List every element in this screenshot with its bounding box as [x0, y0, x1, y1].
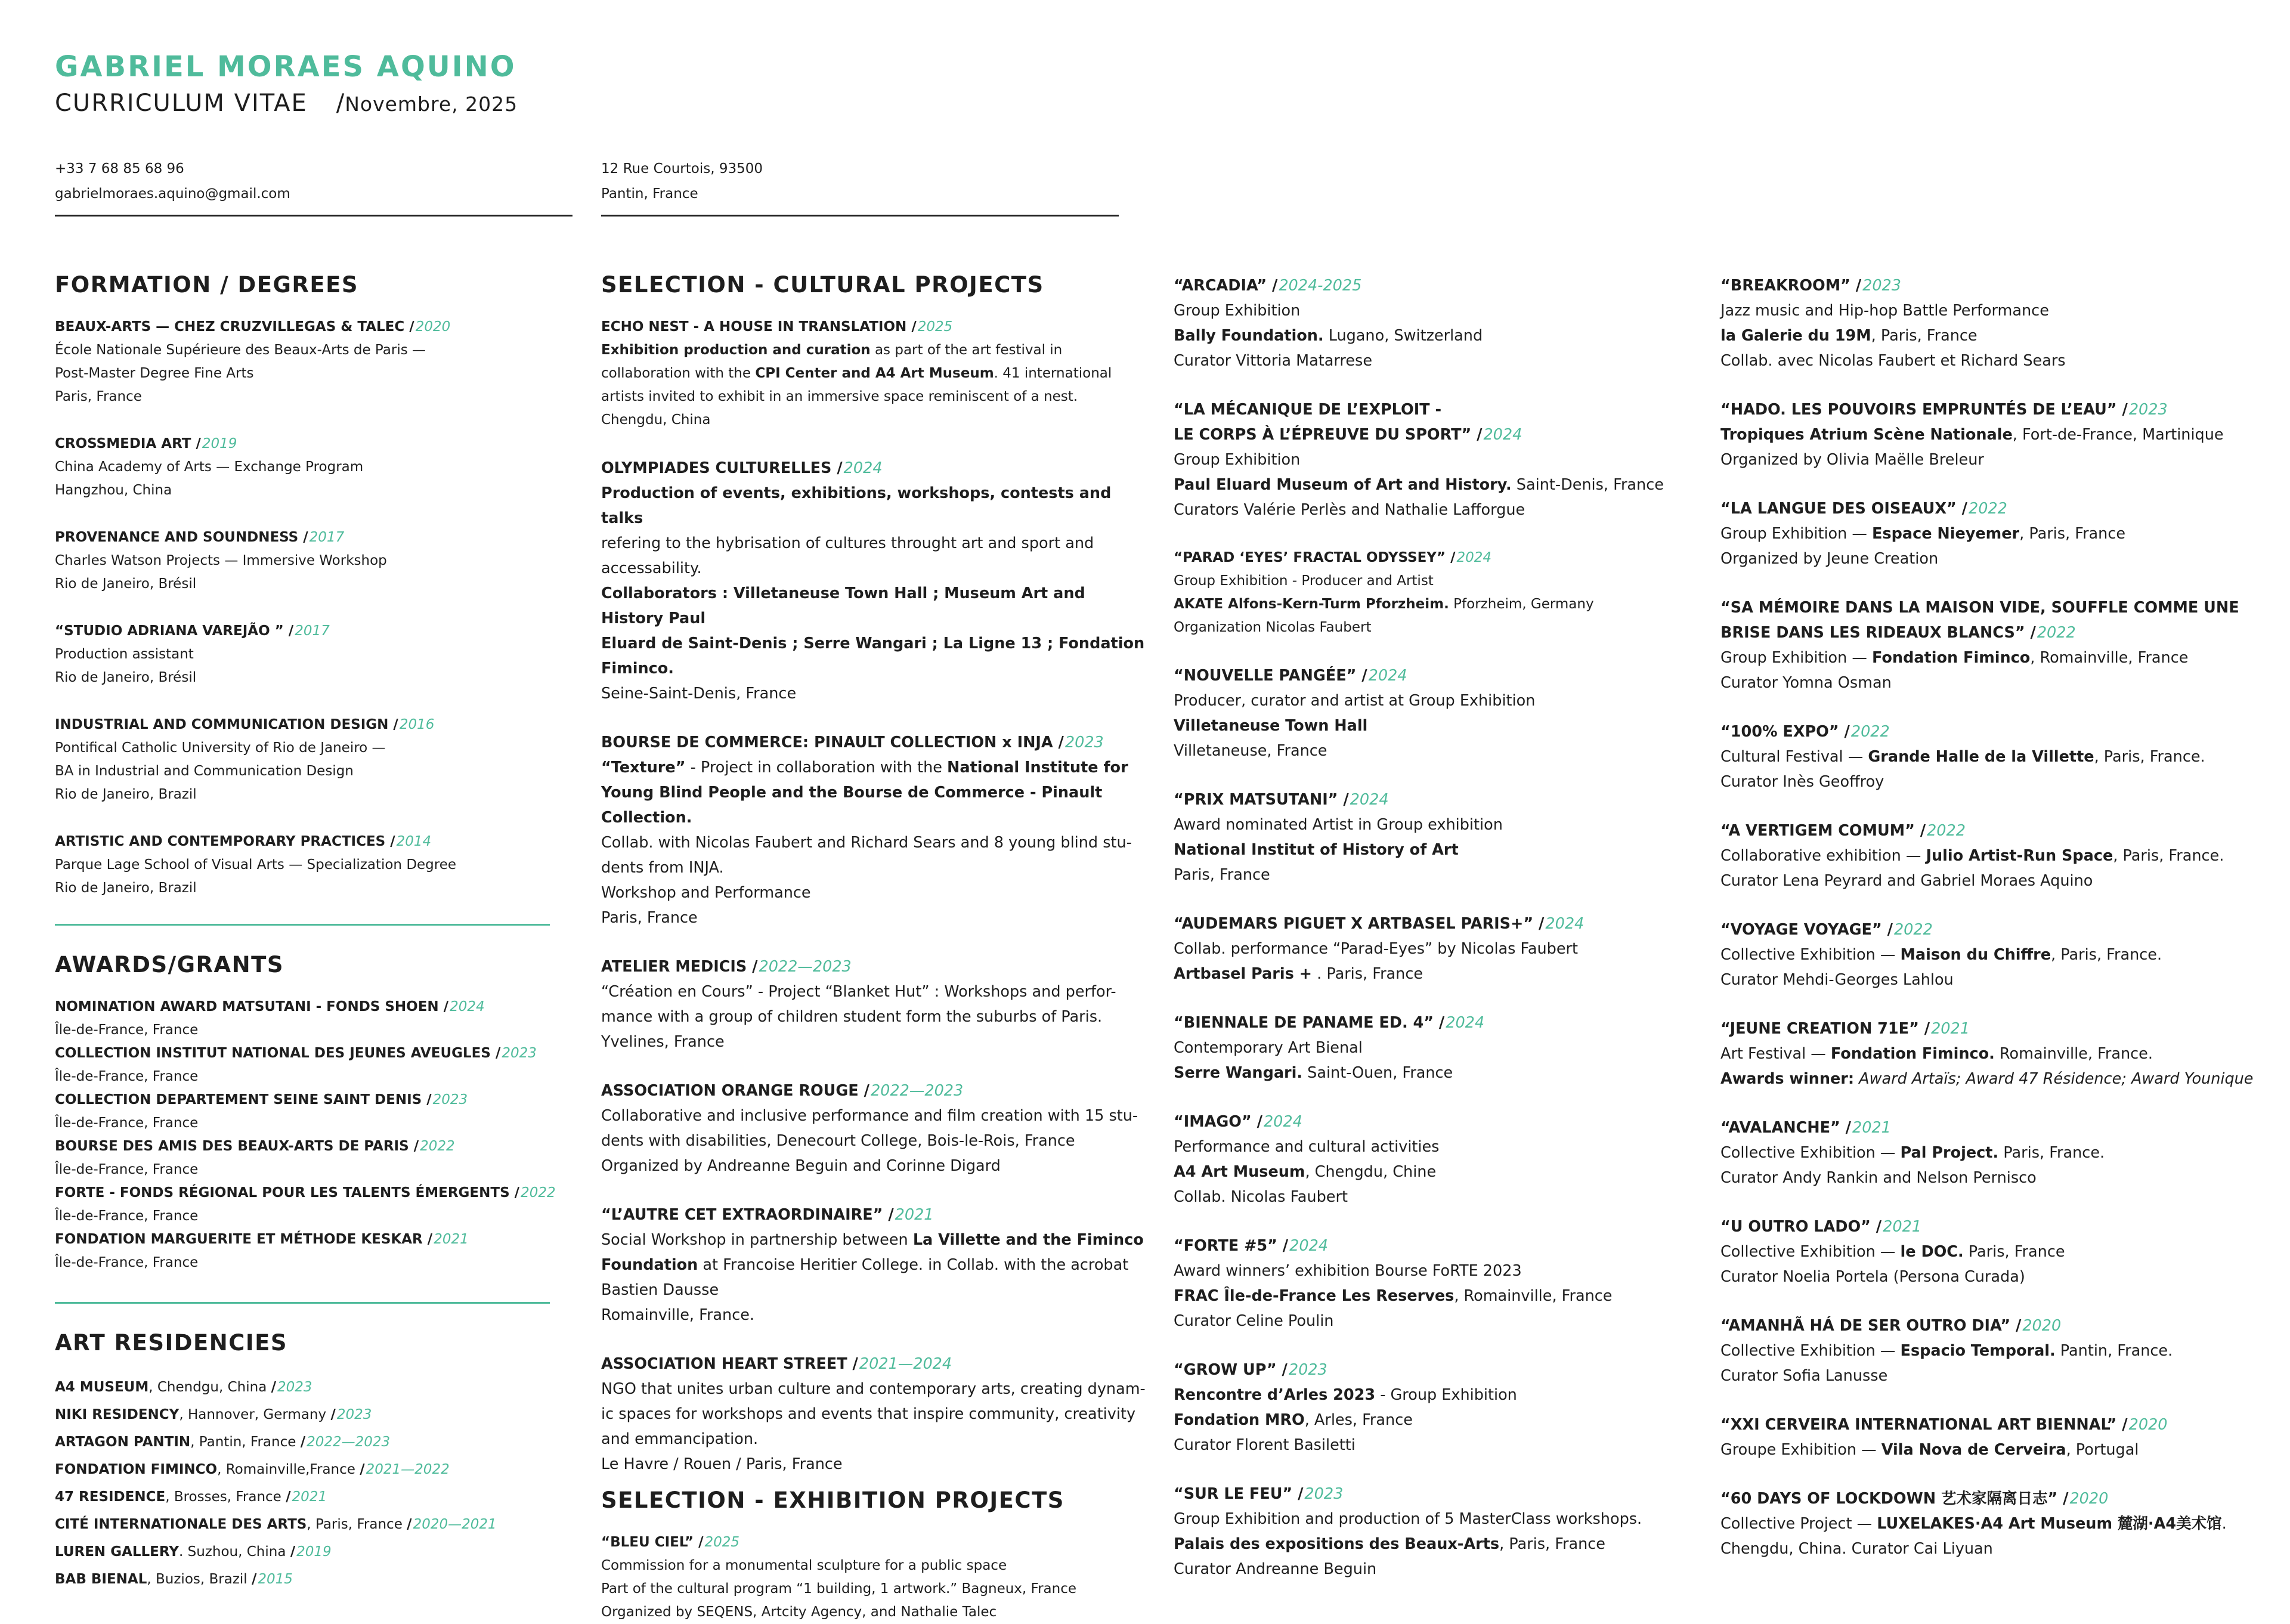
exhibition-line: Curator Florent Basiletti	[1174, 1436, 1356, 1454]
exhibition-item	[1720, 1115, 2275, 1190]
formation-line: École Nationale Supérieure des Beaux-Arts de Paris —	[55, 342, 426, 358]
year: / 2023	[1282, 1361, 1327, 1379]
residency-name: LUREN GALLERY	[55, 1544, 179, 1560]
residency-item	[55, 1374, 592, 1401]
exhibition-line: Paul Eluard Museum of Art and History. Saint-Denis, France	[1174, 476, 1664, 494]
year: / 2020	[2016, 1317, 2061, 1335]
year: / 2022	[1962, 500, 2007, 518]
award-item	[55, 1088, 592, 1135]
exhibition-line: Collab. performance “Parad-Eyes” by Nicolas Faubert	[1174, 940, 1579, 958]
formation-line: Rio de Janeiro, Brésil	[55, 576, 197, 592]
residency-place: , Hannover, Germany	[179, 1407, 327, 1422]
divider	[55, 1302, 550, 1304]
residency-name: ARTAGON PANTIN	[55, 1434, 191, 1450]
year: / 2024	[1257, 1113, 1302, 1131]
exhibition-item	[1720, 719, 2275, 794]
exhibition-line: Curator Sofia Lanusse	[1720, 1367, 1888, 1385]
year: / 2021	[428, 1232, 469, 1247]
award-title: BOURSE DES AMIS DES BEAUX-ARTS DE PARIS / 2022	[55, 1135, 592, 1158]
exhibition-line: Bally Foundation. Lugano, Switzerland	[1174, 327, 1483, 345]
column-exhibitions-a	[1174, 273, 1710, 1606]
residency-place: , Romainville,France	[217, 1462, 355, 1477]
city-address: Pantin, France	[601, 186, 698, 202]
section-title-formation: FORMATION / DEGREES	[55, 272, 359, 298]
exhibition-line: Curator Mehdi-Georges Lahlou	[1720, 971, 1954, 989]
year: / 2023	[330, 1407, 372, 1422]
exhibition-line: Group Exhibition	[1174, 302, 1301, 320]
exhibition-line: Award nominated Artist in Group exhibition	[1174, 816, 1503, 834]
year: / 2017	[303, 530, 344, 545]
residency-item	[55, 1483, 592, 1511]
formation-item	[55, 620, 592, 689]
cv-title: CURRICULUM VITAE	[55, 89, 308, 117]
award-title: FORTE - FONDS RÉGIONAL POUR LES TALENTS ÉMERGENTS / 2022	[55, 1181, 592, 1205]
residency-place: , Brosses, France	[165, 1489, 281, 1505]
exhibition-title: “U OUTRO LADO” / 2021	[1720, 1214, 2275, 1239]
exhibition-line: Curator Inès Geoffroy	[1720, 773, 1884, 791]
year: / 2019	[196, 436, 237, 451]
formation-line: Charles Watson Projects — Immersive Workshop	[55, 553, 387, 568]
cultural-item: OLYMPIADES CULTURELLES / 2024 Production of events, exhibitions, workshops, contests and talks refering to the hybrisation of cultures throught art and sport and accessability. Collaborators : Villetaneuse Town Hall ; Museum Art and History Paul Eluard de Saint-Denis ; Serre Wangari ; La Ligne 13 ; Fondation Fiminco. Seine-Saint-Denis, France	[601, 456, 1150, 706]
exhibition-line: Curators Valérie Perlès and Nathalie Lafforgue	[1174, 501, 1525, 519]
year: / 2024	[1361, 667, 1407, 685]
section-title-cultural: SELECTION - CULTURAL PROJECTS	[601, 272, 1044, 298]
year: / 2022	[1845, 723, 1890, 741]
award-item	[55, 1042, 592, 1088]
exhibition-item	[1720, 1214, 2275, 1289]
year: / 2023	[2122, 401, 2167, 419]
exhibition-line: Palais des expositions des Beaux-Arts, Paris, France	[1174, 1535, 1605, 1553]
section-title-awards: AWARDS/GRANTS	[55, 952, 284, 978]
year: / 2022	[515, 1185, 556, 1201]
exhibition-item	[1720, 273, 2275, 373]
residency-item	[55, 1538, 592, 1566]
cultural-item: ATELIER MEDICIS / 2022—2023 “Création en Cours” - Project “Blanket Hut” : Workshops and perfor- mance with a group of children student form the suburbs of Paris. Yvelines, France	[601, 954, 1150, 1054]
contact-block-right	[601, 156, 1119, 216]
year: / 2019	[290, 1544, 332, 1560]
exhibition-title: “AMANHÃ HÁ DE SER OUTRO DIA” / 2020	[1720, 1313, 2275, 1338]
exhibition-title: “JEUNE CREATION 71E” / 2021	[1720, 1016, 2275, 1041]
cultural-item: ECHO NEST - A HOUSE IN TRANSLATION / 2025 Exhibition production and curation as part of the art festival in collaboration with the CPI Center and A4 Art Museum. 41 international artists invited to exhibit in an immersive space reminiscent of a nest. Chengdu, China	[601, 315, 1150, 432]
year: / 2020—2021	[407, 1517, 496, 1532]
year: / 2021	[1846, 1119, 1891, 1137]
exhibition-item	[1174, 546, 1710, 639]
exhibition-item	[1174, 663, 1710, 763]
exhibition-line: FRAC Île-de-France Les Reserves, Romainville, France	[1174, 1287, 1613, 1305]
year: / 2023	[1856, 277, 1901, 295]
formation-title: PROVENANCE AND SOUNDNESS / 2017	[55, 526, 592, 549]
exhibition-line: la Galerie du 19M, Paris, France	[1720, 327, 1978, 345]
formation-item	[55, 526, 592, 596]
award-location: Île-de-France, France	[55, 1208, 199, 1224]
year: / 2024	[1477, 426, 1522, 444]
year: / 2024	[1450, 550, 1491, 565]
exhibition-item	[1174, 911, 1710, 986]
exhibition-title: “AUDEMARS PIGUET X ARTBASEL PARIS+” / 2024	[1174, 911, 1710, 936]
residency-place: . Suzhou, China	[179, 1544, 286, 1560]
cultural-item: BOURSE DE COMMERCE: PINAULT COLLECTION x INJA / 2023 “Texture” - Project in collaboration with the National Institute for Young Blind People and the Bourse de Commerce - Pinault Collection. Collab. with Nicolas Faubert and Richard Sears and 8 young blind stu- dents from INJA. Workshop and Performance Paris, France	[601, 730, 1150, 930]
exhibition-item	[1720, 1412, 2275, 1462]
exhibition-item	[1720, 595, 2275, 695]
residency-item	[55, 1401, 592, 1428]
award-title: FONDATION MARGUERITE ET MÉTHODE KESKAR / 2021	[55, 1228, 592, 1251]
exhibition-line: Groupe Exhibition — Vila Nova de Cerveira, Portugal	[1720, 1441, 2139, 1459]
exhibition-line: Rencontre d’Arles 2023 - Group Exhibition	[1174, 1386, 1517, 1404]
exhibition-title: “BIENNALE DE PANAME ED. 4” / 2024	[1174, 1010, 1710, 1035]
residency-item	[55, 1511, 592, 1538]
exhibition-line: Collaborative exhibition — Julio Artist-Run Space, Paris, France.	[1720, 847, 2224, 865]
year: / 2022	[414, 1139, 455, 1154]
exhibition-title: “60 DAYS OF LOCKDOWN 艺术家隔离日志” / 2020	[1720, 1486, 2275, 1511]
exhibition-line: AKATE Alfons-Kern-Turm Pforzheim. Pforzheim, Germany	[1174, 596, 1594, 612]
exhibition-title: “100% EXPO” / 2022	[1720, 719, 2275, 744]
cv-title-line: CURRICULUM VITAE /Novembre, 2025	[55, 89, 518, 117]
award-location: Île-de-France, France	[55, 1255, 199, 1270]
divider	[55, 924, 550, 926]
formation-item	[55, 713, 592, 806]
award-item	[55, 1135, 592, 1181]
exhibition-line: Group Exhibition	[1174, 451, 1301, 469]
residency-place: , Buzios, Brazil	[147, 1572, 247, 1587]
year: / 2021	[1924, 1020, 1970, 1038]
section-title-exhibition: SELECTION - EXHIBITION PROJECTS	[601, 1487, 1064, 1513]
exhibition-title: LE CORPS À L’ÉPREUVE DU SPORT” / 2024	[1174, 422, 1710, 447]
residency-place: , Paris, France	[307, 1517, 403, 1532]
formation-title: BEAUX-ARTS — CHEZ CRUZVILLEGAS & TALEC / 2020	[55, 315, 592, 339]
section-title-residencies: ART RESIDENCIES	[55, 1330, 288, 1356]
cv-date: Novembre, 2025	[345, 92, 518, 116]
exhibition-line: Curator Vittoria Matarrese	[1174, 352, 1373, 370]
exhibition-line: Villetaneuse, France	[1174, 742, 1327, 760]
exhibition-line: Curator Andy Rankin and Nelson Pernisco	[1720, 1169, 2037, 1187]
year: / 2023	[496, 1045, 537, 1061]
residencies-list	[55, 1374, 592, 1593]
residency-name: A4 MUSEUM	[55, 1379, 149, 1395]
exhibition-line: Fondation MRO, Arles, France	[1174, 1411, 1413, 1429]
exhibition-line: Art Festival — Fondation Fiminco. Romainville, France.	[1720, 1045, 2153, 1063]
exhibition-line: Performance and cultural activities	[1174, 1138, 1440, 1156]
award-item	[55, 995, 592, 1042]
exhibition-line: Chengdu, China. Curator Cai Liyuan	[1720, 1540, 1993, 1558]
year: / 2024	[1283, 1237, 1328, 1255]
exhibition-line: Curator Lena Peyrard and Gabriel Moraes Aquino	[1720, 872, 2093, 890]
year: / 2023	[426, 1092, 468, 1108]
award-location: Île-de-France, France	[55, 1162, 199, 1177]
year: / 2021	[286, 1489, 327, 1505]
exhibition-line: Jazz music and Hip-hop Battle Performance	[1720, 302, 2049, 320]
exhibition-line: Villetaneuse Town Hall	[1174, 717, 1368, 735]
award-location: Île-de-France, France	[55, 1115, 199, 1131]
award-title: NOMINATION AWARD MATSUTANI - FONDS SHOEN / 2024	[55, 995, 592, 1019]
year: / 2024	[444, 999, 485, 1014]
year: / 2015	[252, 1572, 293, 1587]
year: / 2024	[1439, 1014, 1484, 1032]
exhibition-title: “A VERTIGEM COMUM” / 2022	[1720, 818, 2275, 843]
exhibition-item	[1720, 1486, 2275, 1561]
residency-place: , Pantin, France	[190, 1434, 296, 1450]
exhibition-item	[1174, 787, 1710, 887]
year: / 2022	[1887, 921, 1933, 939]
award-location: Île-de-France, France	[55, 1069, 199, 1084]
exhibition-line: Collective Exhibition — Espacio Temporal. Pantin, France.	[1720, 1342, 2173, 1360]
formation-title: ARTISTIC AND CONTEMPORARY PRACTICES / 2014	[55, 830, 592, 853]
exhibition-line: Group Exhibition — Espace Nieyemer, Paris, France	[1720, 525, 2126, 543]
cultural-item: “L’AUTRE CET EXTRAORDINAIRE” / 2021 Social Workshop in partnership between La Villette and the Fiminco Foundation at Francoise Heritier College. in Collab. with the acrobat Bastien Dausse Romainville, France.	[601, 1202, 1150, 1328]
exhibition-item	[1174, 1109, 1710, 1210]
residency-name: 47 RESIDENCE	[55, 1489, 166, 1505]
award-title: COLLECTION DEPARTEMENT SEINE SAINT DENIS / 2023	[55, 1088, 592, 1112]
exhibition-line: Tropiques Atrium Scène Nationale, Fort-de-France, Martinique	[1720, 426, 2224, 444]
exhibition-title: “VOYAGE VOYAGE” / 2022	[1720, 917, 2275, 942]
exhibition-line: Artbasel Paris + . Paris, France	[1174, 965, 1423, 983]
year: / 2024-2025	[1272, 277, 1361, 295]
award-location: Île-de-France, France	[55, 1022, 199, 1038]
formation-line: Pontifical Catholic University of Rio de Janeiro —	[55, 740, 386, 756]
exhibition-line: Curator Yomna Osman	[1720, 674, 1892, 692]
exhibition-title: “FORTE #5” / 2024	[1174, 1233, 1710, 1258]
exhibition-item	[1174, 1233, 1710, 1334]
formation-line: Hangzhou, China	[55, 482, 172, 498]
year: / 2023	[271, 1379, 312, 1395]
exhibition-item	[1720, 917, 2275, 992]
formation-line: Post-Master Degree Fine Arts	[55, 366, 254, 381]
exhibition-line: Curator Noelia Portela (Persona Curada)	[1720, 1268, 2025, 1286]
year: / 2020	[409, 319, 450, 335]
exhibition-title: “PARAD ‘EYES’ FRACTAL ODYSSEY” / 2024	[1174, 546, 1710, 570]
cv-name: GABRIEL MORAES AQUINO	[55, 50, 516, 83]
exhibition-line: Awards winner: Award Artaïs; Award 47 Résidence; Award Younique	[1720, 1070, 2254, 1088]
exhibition-line: A4 Art Museum, Chengdu, Chine	[1174, 1163, 1437, 1181]
residency-item	[55, 1566, 592, 1593]
exhibition-item	[1720, 496, 2275, 571]
exhibition-line: National Institut of History of Art	[1174, 841, 1459, 859]
exhibition-title: “IMAGO” / 2024	[1174, 1109, 1710, 1134]
exhibition-line: Collab. Nicolas Faubert	[1174, 1188, 1348, 1206]
exhibition-line: Collective Exhibition — Pal Project. Paris, France.	[1720, 1144, 2105, 1162]
formation-item	[55, 830, 592, 900]
exhibition-line: Group Exhibition and production of 5 MasterClass workshops.	[1174, 1510, 1642, 1528]
exhibition-line: Award winners’ exhibition Bourse FoRTE 2023	[1174, 1262, 1522, 1280]
residency-place: , Chendgu, China	[148, 1379, 267, 1395]
exhibition-title: “GROW UP” / 2023	[1174, 1357, 1710, 1382]
phone: +33 7 68 85 68 96	[55, 161, 184, 177]
formation-item	[55, 432, 592, 502]
exhibition-title: “XXI CERVEIRA INTERNATIONAL ART BIENNAL” / 2020	[1720, 1412, 2275, 1437]
exhibition-item	[1174, 1010, 1710, 1085]
exhibition-title: “LA MÉCANIQUE DE L’EXPLOIT -	[1174, 401, 1442, 419]
exhibition-line: Curator Celine Poulin	[1174, 1312, 1334, 1330]
year: / 2020	[2063, 1490, 2108, 1508]
cultural-item: ASSOCIATION HEART STREET / 2021—2024 NGO that unites urban culture and contemporary arts, creating dynam- ic spaces for workshops and events that inspire community, creativity and emmancipation. Le Havre / Rouen / Paris, France	[601, 1351, 1150, 1477]
residency-name: BAB BIENAL	[55, 1572, 147, 1587]
year: / 2020	[2122, 1416, 2167, 1434]
exhibition-line: Group Exhibition - Producer and Artist	[1174, 573, 1434, 589]
formation-list	[55, 315, 592, 900]
exhibition-item	[1720, 818, 2275, 893]
exhibition-line: Cultural Festival — Grande Halle de la Villette, Paris, France.	[1720, 748, 2205, 766]
exhibition-title: “ARCADIA” / 2024-2025	[1174, 273, 1710, 298]
exhibition-item	[1174, 273, 1710, 373]
award-item	[55, 1181, 592, 1228]
exhibition-item	[1720, 1016, 2275, 1091]
formation-title: “STUDIO ADRIANA VAREJÃO ” / 2017	[55, 620, 592, 643]
year: / 2022	[1920, 822, 1966, 840]
award-item	[55, 1228, 592, 1275]
exhibition-title: “NOUVELLE PANGÉE” / 2024	[1174, 663, 1710, 688]
year: / 2023	[1298, 1485, 1343, 1503]
exhibition-line: Group Exhibition — Fondation Fiminco, Romainville, France	[1720, 649, 2189, 667]
formation-line: Rio de Janeiro, Brésil	[55, 670, 197, 685]
year: / 2021—2022	[360, 1462, 449, 1477]
exhibition-title: BRISE DANS LES RIDEAUX BLANCS” / 2022	[1720, 620, 2275, 645]
exhibition-line: Collective Exhibition — Maison du Chiffre, Paris, France.	[1720, 946, 2162, 964]
column-exhibitions-b	[1720, 273, 2275, 1585]
exhibition-line: Curator Andreanne Beguin	[1174, 1560, 1377, 1578]
street-address: 12 Rue Courtois, 93500	[601, 161, 763, 177]
formation-line: Production assistant	[55, 646, 194, 662]
exhibition-title: “LA LANGUE DES OISEAUX” / 2022	[1720, 496, 2275, 521]
formation-line: China Academy of Arts — Exchange Program	[55, 459, 364, 475]
exhibition-line: Collective Exhibition — le DOC. Paris, France	[1720, 1243, 2065, 1261]
email: gabrielmoraes.aquino@gmail.com	[55, 186, 290, 202]
residency-item	[55, 1428, 592, 1456]
year: / 2017	[289, 623, 330, 639]
award-title: COLLECTION INSTITUT NATIONAL DES JEUNES AVEUGLES / 2023	[55, 1042, 592, 1065]
column-cultural	[601, 272, 1150, 1624]
formation-title: INDUSTRIAL AND COMMUNICATION DESIGN / 2016	[55, 713, 592, 737]
exhibition-item	[1174, 397, 1710, 522]
exhibition-item	[1174, 1357, 1710, 1458]
residency-item	[55, 1456, 592, 1483]
contact-block-left	[55, 156, 572, 216]
exhibition-line: Contemporary Art Bienal	[1174, 1039, 1363, 1057]
exhibition-title: “AVALANCHE” / 2021	[1720, 1115, 2275, 1140]
exhibition-title: “BREAKROOM” / 2023	[1720, 273, 2275, 298]
exhibition-item	[1720, 1313, 2275, 1388]
formation-title: CROSSMEDIA ART / 2019	[55, 432, 592, 456]
formation-line: BA in Industrial and Communication Design	[55, 763, 354, 779]
exhibition-line: Producer, curator and artist at Group Exhibition	[1174, 692, 1536, 710]
awards-list	[55, 995, 592, 1275]
exhibition-line: Organization Nicolas Faubert	[1174, 620, 1372, 635]
year: / 2022—2023	[301, 1434, 390, 1450]
year: / 2016	[393, 717, 434, 732]
exhibition-item	[1720, 397, 2275, 472]
exhibition-line: Collective Project — LUXELAKES·A4 Art Museum 麓湖·A4美术馆.	[1720, 1515, 2227, 1533]
formation-line: Rio de Janeiro, Brazil	[55, 880, 197, 896]
year: / 2014	[390, 834, 431, 849]
year: / 2021	[1876, 1218, 1921, 1236]
residency-name: NIKI RESIDENCY	[55, 1407, 180, 1422]
exhibition-line: Organized by Olivia Maëlle Breleur	[1720, 451, 1984, 469]
formation-line: Paris, France	[55, 389, 142, 404]
exhibition-line: Organized by Jeune Creation	[1720, 550, 1939, 568]
formation-item	[55, 315, 592, 409]
exhibition-title: “SA MÉMOIRE DANS LA MAISON VIDE, SOUFFLE COMME UNE	[1720, 599, 2239, 617]
cultural-item: ASSOCIATION ORANGE ROUGE / 2022—2023 Collaborative and inclusive performance and film creation with 15 stu- dents with disabilities, Denecourt College, Bois-le-Rois, France Organized by Andreanne Beguin and Corinne Digard	[601, 1078, 1150, 1178]
exhibition-line: Paris, France	[1174, 866, 1270, 884]
year: / 2024	[1539, 915, 1584, 933]
exhibition-item	[1174, 1481, 1710, 1582]
column-formation	[55, 272, 592, 1593]
exhibition-title: “SUR LE FEU” / 2023	[1174, 1481, 1710, 1507]
year: / 2024	[1343, 791, 1388, 809]
residency-name: FONDATION FIMINCO	[55, 1462, 218, 1477]
residency-name: CITÉ INTERNATIONALE DES ARTS	[55, 1517, 307, 1532]
formation-line: Parque Lage School of Visual Arts — Specialization Degree	[55, 857, 457, 873]
exhibition-line: Serre Wangari. Saint-Ouen, France	[1174, 1064, 1453, 1082]
exhibition-title: “PRIX MATSUTANI” / 2024	[1174, 787, 1710, 812]
year: / 2022	[2031, 624, 2076, 642]
exhibition-title: “HADO. LES POUVOIRS EMPRUNTÉS DE L’EAU” / 2023	[1720, 397, 2275, 422]
exhibition-item: “BLEU CIEL” / 2025 Commission for a monumental sculpture for a public space Part of the cultural program “1 building, 1 artwork.” Bagneux, France Organized by SEQENS, Artcity Agency, and Nathalie Talec	[601, 1531, 1150, 1624]
exhibition-line: Collab. avec Nicolas Faubert et Richard Sears	[1720, 352, 2066, 370]
formation-line: Rio de Janeiro, Brazil	[55, 787, 197, 802]
